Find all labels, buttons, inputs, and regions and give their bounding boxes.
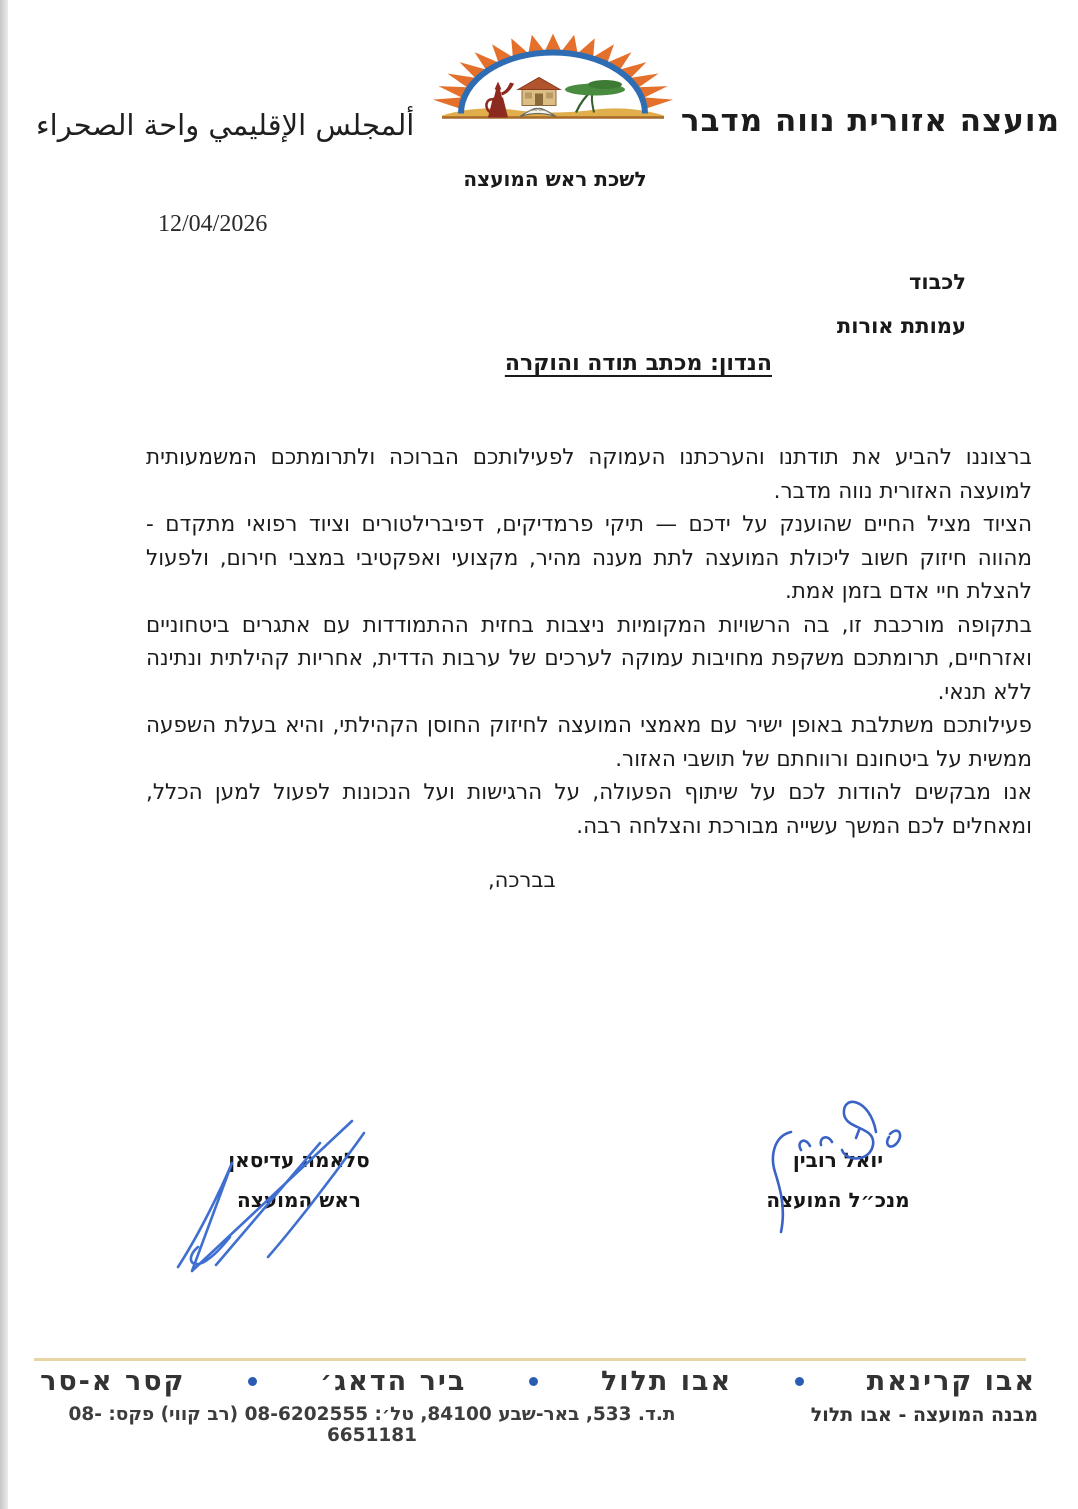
tree-icon bbox=[565, 80, 625, 113]
bullet-separator-icon bbox=[795, 1377, 804, 1386]
signature-head-name: סלאמה עדיסאן bbox=[228, 1148, 370, 1172]
footer-locality: אבו תלול bbox=[600, 1366, 733, 1397]
letter-body bbox=[146, 441, 1032, 843]
signature-ceo-name: יואל רובין bbox=[792, 1148, 884, 1172]
org-title-arabic: ألمجلس الإقليمي واحة الصحراء bbox=[36, 108, 415, 142]
signature-head-title: ראש המועצה bbox=[237, 1188, 361, 1212]
body-paragraph: הציוד מציל החיים שהוענק על ידכם — תיקי פרמדיקים, דפיברילטורים וציוד רפואי מתקדם - מהווה חיזוק חשוב ליכולת המועצה לתת מענה מהיר, מקצועי ואפקטיבי במצבי חירום, ולפעול להצלת חיי אדם בזמן אמת. bbox=[146, 512, 1032, 604]
footer-locality: קסר א-סר bbox=[40, 1366, 186, 1397]
footer-localities bbox=[40, 1366, 1036, 1397]
footer-address: ת.ד. 533, באר-שבע 84100, טל׳: 08-6202555 (רב קווי) פקס: 08-6651181 bbox=[68, 1404, 676, 1446]
footer-divider bbox=[34, 1358, 1026, 1361]
footer-building-label: מבנה המועצה - אבו תלול bbox=[810, 1404, 1038, 1426]
recipient-name: עמותת אורות bbox=[836, 314, 966, 338]
footer-locality: אבו קרינאת bbox=[866, 1366, 1036, 1397]
bullet-separator-icon bbox=[248, 1377, 257, 1386]
scan-edge bbox=[0, 0, 8, 1509]
body-paragraph: ברצוננו להביע את תודתנו והערכתנו העמוקה לפעילותכם הברוכה ולתרומתכם המשמעותית למועצה האזורית נווה מדבר. bbox=[146, 445, 1032, 504]
footer-locality: ביר הדאג׳ bbox=[320, 1366, 467, 1397]
signature-block-head bbox=[214, 1140, 384, 1220]
council-logo bbox=[428, 24, 678, 132]
signature-block-ceo bbox=[760, 1140, 916, 1220]
recipient-to-label: לכבוד bbox=[909, 270, 966, 294]
bullet-separator-icon bbox=[529, 1377, 538, 1386]
org-title-hebrew: מועצה אזורית נווה מדבר bbox=[680, 103, 1060, 139]
closing-salutation: בברכה, bbox=[488, 868, 556, 892]
office-subtitle: לשכת ראש המועצה bbox=[463, 167, 647, 191]
letter-date: 12/04/2026 bbox=[158, 211, 268, 237]
body-paragraph: בתקופה מורכבת זו, בה הרשויות המקומיות ניצבות בחזית ההתמודדות עם אתגרים ביטחוניים ואזרחיים, תרומתכם משקפת מחויבות עמוקה לערכים של ערבות הדדית, אחריות קהילתית ונתינה ללא תנאי. bbox=[146, 612, 1032, 705]
signature-ceo-title: מנכ״ל המועצה bbox=[766, 1188, 910, 1212]
body-paragraph: פעילותכם משתלבת באופן ישיר עם מאמצי המועצה לחיזוק החוסן הקהילתי, והיא בעלת השפעה ממשית על ביטחונם ורווחתם של תושבי האזור. bbox=[146, 713, 1032, 772]
recipient-block bbox=[837, 260, 966, 348]
body-paragraph: אנו מבקשים להודות לכם על שיתוף הפעולה, על הרגישות ועל הנכונות לפעול למען הכלל, ומאחלים לכם המשך עשייה מבורכת והצלחה רבה. bbox=[146, 780, 1032, 839]
house-icon bbox=[518, 78, 560, 106]
subject-line: הנדון: מכתב תודה והוקרה bbox=[504, 351, 772, 376]
